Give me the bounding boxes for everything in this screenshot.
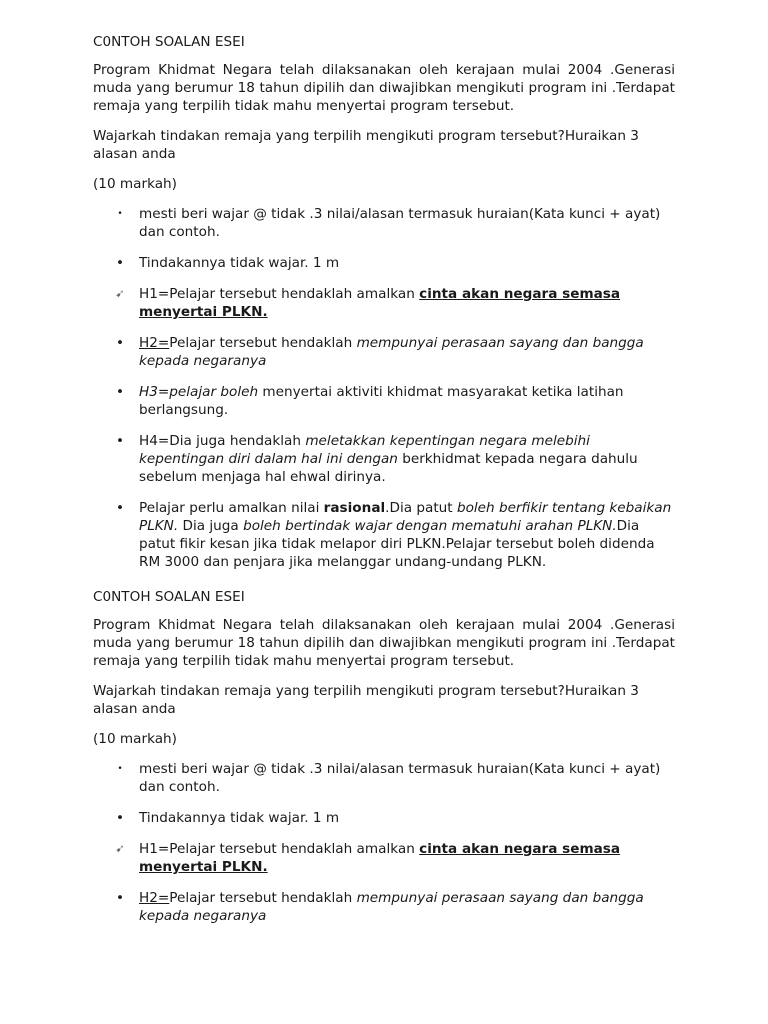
- list-item: [93, 499, 675, 571]
- item-text: Pelajar tersebut hendaklah: [169, 890, 357, 906]
- item-text-italic: meletakkan kepentingan negara melebihi kepentingan diri dalam hal ini dengan: [139, 433, 590, 467]
- section-heading: C0NTOH SOALAN ESEI: [93, 34, 245, 50]
- arrow-bullet-icon: ➹: [115, 287, 125, 300]
- item-label-underline: H2=: [139, 890, 170, 906]
- item-text: Tindakannya tidak wajar. 1 m: [139, 810, 340, 826]
- bullet-icon: •: [115, 335, 125, 351]
- item-text: Dia patut fikir kesan jika tidak melapor diri PLKN.Pelajar tersebut boleh didenda RM 3000 dan penjara jika melanggar undang-undang PLKN.: [139, 518, 655, 570]
- item-text: menyertai aktiviti khidmat masyarakat ketika latihan berlangsung.: [139, 384, 624, 418]
- question-paragraph: Wajarkah tindakan remaja yang terpilih mengikuti program tersebut?Huraikan 3 alasan anda: [93, 128, 639, 162]
- item-text: berkhidmat kepada negara dahulu sebelum menjaga hal ehwal dirinya.: [139, 451, 638, 485]
- marks-label: (10 markah): [93, 176, 177, 192]
- item-text: Tindakannya tidak wajar. 1 m: [139, 255, 340, 271]
- item-text: mesti beri wajar @ tidak .3 nilai/alasan termasuk huraian(Kata kunci + ayat) dan contoh.: [139, 206, 661, 240]
- item-text-italic: boleh bertindak wajar dengan mematuhi arahan PLKN.: [243, 518, 617, 534]
- section-heading: C0NTOH SOALAN ESEI: [93, 589, 245, 605]
- marks-label: (10 markah): [93, 731, 177, 747]
- bullet-icon: •: [115, 384, 125, 400]
- list-item: [93, 254, 675, 272]
- answer-list: [93, 205, 675, 571]
- list-item: [93, 760, 675, 796]
- bullet-icon: •: [117, 209, 123, 219]
- list-item: [93, 285, 675, 321]
- item-text-italic: boleh berfikir tentang kebaikan PLKN.: [139, 500, 672, 534]
- item-text-italic: H3=pelajar boleh: [139, 384, 259, 400]
- list-item: [93, 205, 675, 241]
- intro-paragraph: Program Khidmat Negara telah dilaksanakan oleh kerajaan mulai 2004 .Generasi muda yang berumur 18 tahun dipilih dan diwajibkan mengikuti program ini .Terdapat remaja yang terpilih tidak mahu menyertai program tersebut.: [93, 62, 675, 114]
- intro-paragraph: Program Khidmat Negara telah dilaksanakan oleh kerajaan mulai 2004 .Generasi muda yang berumur 18 tahun dipilih dan diwajibkan mengikuti program ini .Terdapat remaja yang terpilih tidak mahu menyertai program tersebut.: [93, 617, 675, 669]
- item-label-underline: H2=: [139, 335, 170, 351]
- bullet-icon: •: [115, 890, 125, 906]
- bullet-icon: •: [115, 433, 125, 449]
- bullet-icon: •: [117, 764, 123, 774]
- list-item: [93, 383, 675, 419]
- essay-section-1: [93, 33, 675, 584]
- list-item: [93, 334, 675, 370]
- list-item: [93, 889, 675, 925]
- bullet-icon: •: [115, 255, 125, 271]
- item-text-bold-underline: cinta akan negara semasa menyertai PLKN.: [139, 286, 621, 320]
- list-item: [93, 809, 675, 827]
- list-item: [93, 840, 675, 876]
- bullet-icon: •: [115, 500, 125, 516]
- essay-section-2: [93, 588, 675, 938]
- item-text: .Dia patut: [385, 500, 457, 516]
- item-text: H1=Pelajar tersebut hendaklah amalkan: [139, 286, 420, 302]
- item-text: mesti beri wajar @ tidak .3 nilai/alasan termasuk huraian(Kata kunci + ayat) dan contoh.: [139, 761, 661, 795]
- item-text: Pelajar tersebut hendaklah: [169, 335, 357, 351]
- bullet-icon: •: [115, 810, 125, 826]
- item-text-italic: mempunyai perasaan sayang dan bangga kepada negaranya: [139, 890, 644, 924]
- item-text-italic: mempunyai perasaan sayang dan bangga kepada negaranya: [139, 335, 644, 369]
- item-text-bold-underline: cinta akan negara semasa menyertai PLKN.: [139, 841, 621, 875]
- item-text: H4=Dia juga hendaklah: [139, 433, 306, 449]
- question-paragraph: Wajarkah tindakan remaja yang terpilih mengikuti program tersebut?Huraikan 3 alasan anda: [93, 683, 639, 717]
- item-text: H1=Pelajar tersebut hendaklah amalkan: [139, 841, 420, 857]
- answer-list: [93, 760, 675, 925]
- item-text: Dia juga: [178, 518, 244, 534]
- arrow-bullet-icon: ➹: [115, 842, 125, 855]
- item-text: Pelajar perlu amalkan nilai: [139, 500, 324, 516]
- item-text-bold: rasional: [323, 500, 386, 516]
- list-item: [93, 432, 675, 486]
